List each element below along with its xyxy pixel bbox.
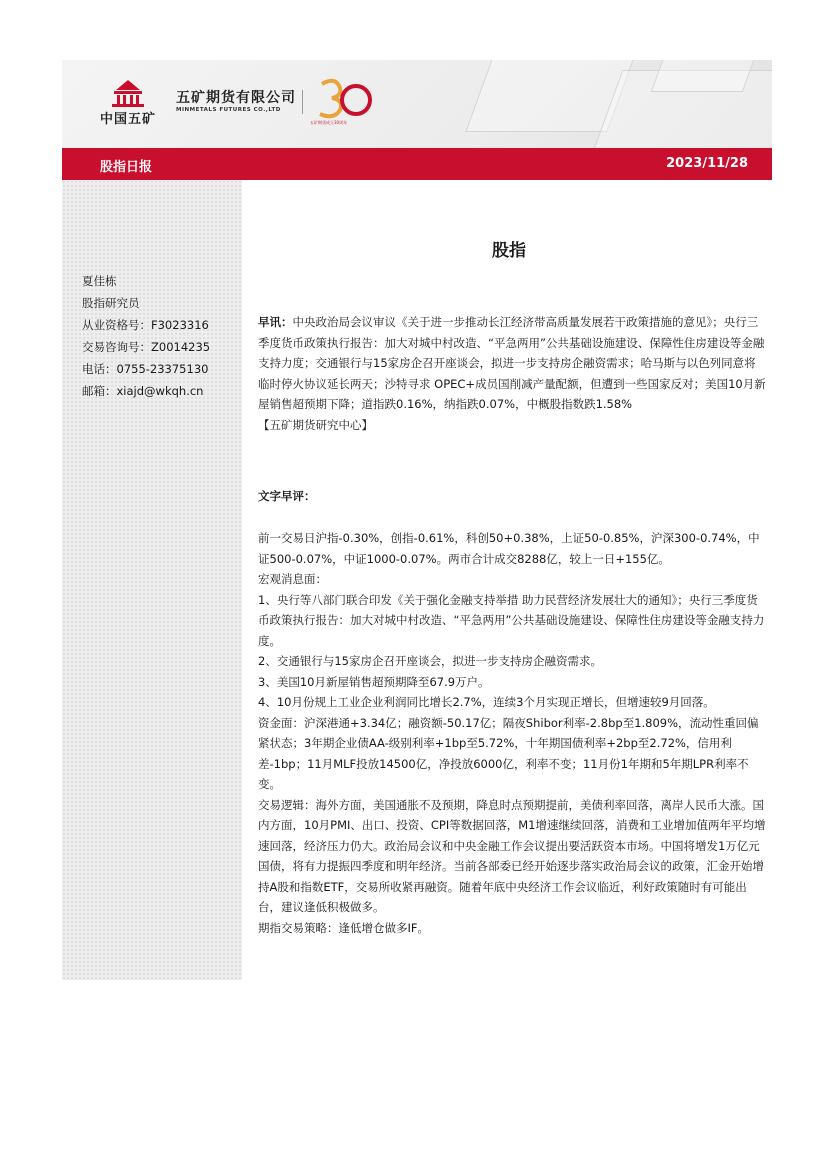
news-source: 【五矿期货研究中心】: [258, 417, 373, 432]
report-banner: [62, 148, 772, 180]
review-paragraph: 4、10月份规上工业企业利润同比增长2.7%，连续3个月实现正增长，但增速较9月回落。: [258, 695, 715, 709]
report-type: 股指日报: [100, 160, 153, 175]
analyst-email: 邮箱：xiajd@wkqh.cn: [82, 384, 204, 398]
minmetals-logo-icon: [106, 78, 150, 108]
company-name-cn: 五矿期货有限公司: [176, 90, 296, 106]
analyst-info: [82, 270, 210, 402]
logo-text: 中国五矿: [100, 112, 157, 127]
review-body: [258, 528, 766, 938]
company-name-en: MINMETALS FUTURES CO.,LTD: [176, 107, 281, 113]
review-label: 文字早评：: [258, 489, 316, 503]
review-paragraph: 前一交易日沪指-0.30%，创指-0.61%，科创50+0.38%，上证50-0.85%，沪深300-0.74%，中证500-0.07%，中证1000-0.07%。两市合计成交8288亿，较上一日+155亿。: [258, 531, 760, 566]
review-paragraph: 资金面：沪深港通+3.34亿；融资额-50.17亿；隔夜Shibor利率-2.8bp至1.809%，流动性重回偏紧状态；3年期企业债AA-级别利率+1bp至5.72%，十年期国债利率+2bp至2.72%，信用利差-1bp；11月MLF投放14500亿，净投放6000亿，利率不变；11月份1年期和5年期LPR利率不变。: [258, 715, 759, 791]
review-paragraph: 交易逻辑：海外方面，美国通胀不及预期，降息时点预期提前，美债利率回落，离岸人民币大涨。国内方面，10月PMI、出口、投资、CPI等数据回落，M1增速继续回落，消费和工业增加值两年平均增速回落，经济压力仍大。政治局会议和中央金融工作会议提出要活跃资本市场。中国将增发1万亿元国债，将有力提振四季度和明年经济。当前各部委已经开始逐步落实政治局会议的政策，汇金开始增持A股和指数ETF，交易所收紧再融资。随着年底中央经济工作会议临近，利好政策随时有可能出台，建议逢低积极做多。: [258, 797, 766, 914]
review-paragraph: 3、美国10月新屋销售超预期降至67.9万户。: [258, 674, 490, 689]
report-date: 2023/11/28: [666, 156, 748, 171]
analyst-phone: 电话：0755-23375130: [82, 362, 209, 376]
morning-news: [258, 312, 766, 435]
news-text: 中央政治局会议审议《关于进一步推动长江经济带高质量发展若干政策措施的意见》；央行三季度货币政策执行报告：加大对城中村改造、“平急两用”公共基础设施建设、保障性住房建设等金融支持力度；交通银行与15家房企召开座谈会，拟进一步支持房企融资需求；哈马斯与以色列同意将临时停火协议延长两天；沙特寻求 OPEC+成员国削减产量配额，但遭到一些国家反对；美国10月新屋销售超预期下降；道指跌0.16%，纳指跌0.07%，中概股指数跌1.58%: [258, 315, 766, 411]
analyst-title: 股指研究员: [82, 296, 140, 310]
anniversary-30-icon: [314, 74, 374, 126]
news-label: 早讯：: [258, 315, 293, 329]
review-paragraph: 2、交通银行与15家房企召开座谈会，拟进一步支持房企融资需求。: [258, 654, 602, 668]
review-paragraph: 1、央行等八部门联合印发《关于强化金融支持举措 助力民营经济发展壮大的通知》；央行三季度货币政策执行报告：加大对城中村改造、“平急两用”公共基础设施建设、保障性住房建设等金融支持力度。: [258, 592, 765, 648]
page-title: 股指: [492, 241, 526, 261]
anniversary-text: 五矿期货成立30周年: [310, 120, 348, 125]
analyst-license: 从业资格号：F3023316: [82, 318, 209, 332]
review-paragraph: 期指交易策略：逢低增仓做多IF。: [258, 920, 430, 935]
review-heading: [258, 486, 766, 507]
review-paragraph: 宏观消息面：: [258, 572, 327, 586]
analyst-consult-id: 交易咨询号：Z0014235: [82, 340, 211, 354]
header-separator: [302, 90, 303, 114]
analyst-name: 夏佳栋: [82, 274, 117, 288]
report-header: [62, 60, 772, 148]
